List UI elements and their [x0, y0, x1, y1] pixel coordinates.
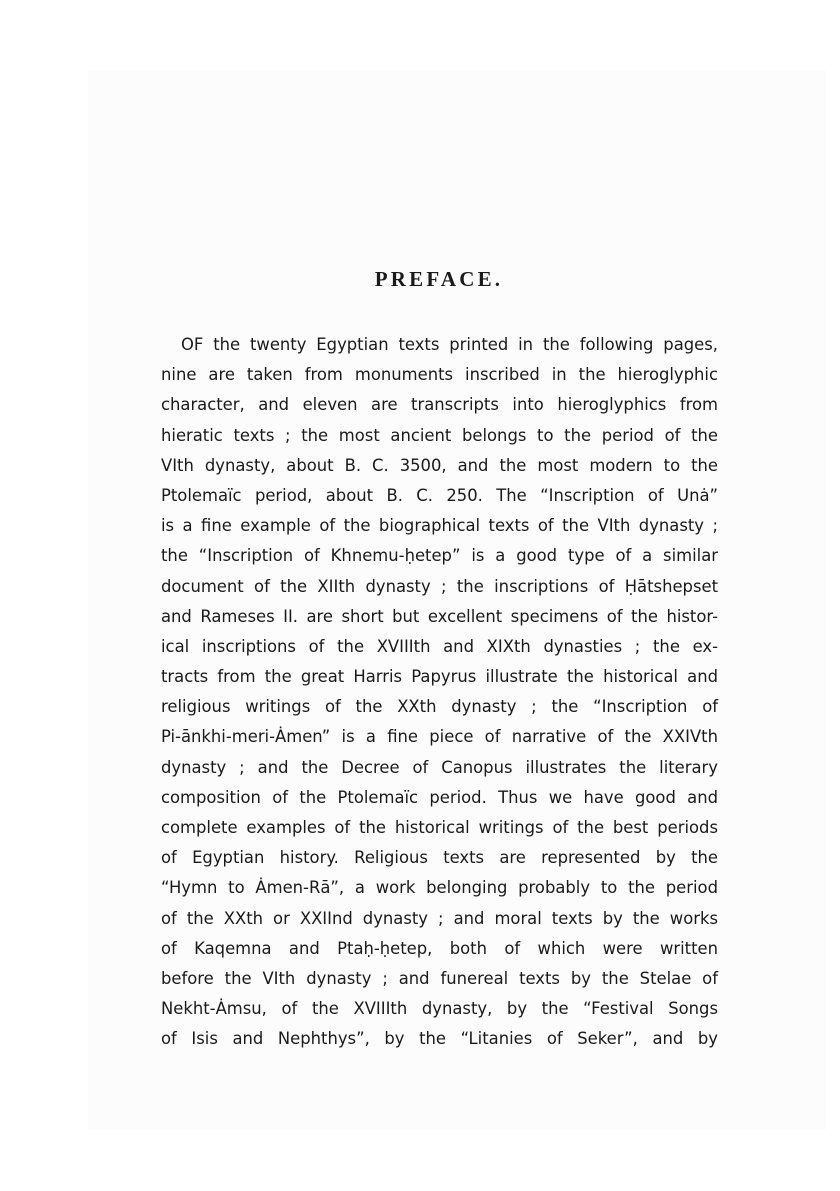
text-line: tracts from the great Harris Papyrus illustrate the historical and — [161, 667, 718, 687]
text-line: before the VIth dynasty ; and funereal texts by the Stelae of — [161, 968, 718, 988]
text-line: Pi-ānkhi-meri-Ȧmen” is a fine piece of narrative of the XXIVth — [161, 727, 718, 747]
page-title: PREFACE. — [374, 267, 504, 291]
text-line: character, and eleven are transcripts into hieroglyphics from — [161, 395, 718, 415]
text-line: complete examples of the historical writings of the best periods — [161, 818, 718, 837]
preface-body — [161, 330, 718, 1055]
text-line: Nekht-Ȧmsu, of the XVIIIth dynasty, by the “Festival Songs — [161, 999, 718, 1019]
text-line: of the XXth or XXIInd dynasty ; and moral texts by the works — [161, 908, 718, 928]
text-line: ical inscriptions of the XVIIIth and XIXth dynasties ; the ex- — [161, 636, 718, 656]
text-line: of Egyptian history. Religious texts are represented by the — [161, 848, 718, 868]
text-line: and Rameses II. are short but excellent specimens of the histor- — [161, 606, 718, 626]
text-line: hieratic texts ; the most ancient belongs to the period of the — [161, 425, 718, 445]
text-line: religious writings of the XXth dynasty ; the “Inscription of — [161, 697, 718, 717]
text-line: of Kaqemna and Ptaḥ-ḥetep, both of which were written — [161, 938, 718, 958]
text-line: is a fine example of the biographical texts of the VIth dynasty ; — [161, 516, 718, 536]
text-line: of Isis and Nephthys”, by the “Litanies of Seker”, and by — [161, 1029, 718, 1049]
text-line: “Hymn to Ȧmen-Rā”, a work belonging probably to the period — [161, 878, 718, 898]
text-line: dynasty ; and the Decree of Canopus illustrates the literary — [161, 757, 718, 777]
text-line: document of the XIIth dynasty ; the inscriptions of Ḥātshepset — [161, 576, 718, 596]
text-line: nine are taken from monuments inscribed in the hieroglyphic — [161, 365, 718, 385]
text-line: VIth dynasty, about B. C. 3500, and the most modern to the — [161, 455, 718, 475]
text-line: OF the twenty Egyptian texts printed in the following pages, — [181, 335, 718, 354]
text-line: the “Inscription of Khnemu-ḥetep” is a good type of a similar — [161, 546, 718, 566]
text-line: Ptolemaïc period, about B. C. 250. The “Inscription of Unȧ” — [161, 485, 718, 505]
text-line: composition of the Ptolemaïc period. Thus we have good and — [161, 787, 718, 807]
